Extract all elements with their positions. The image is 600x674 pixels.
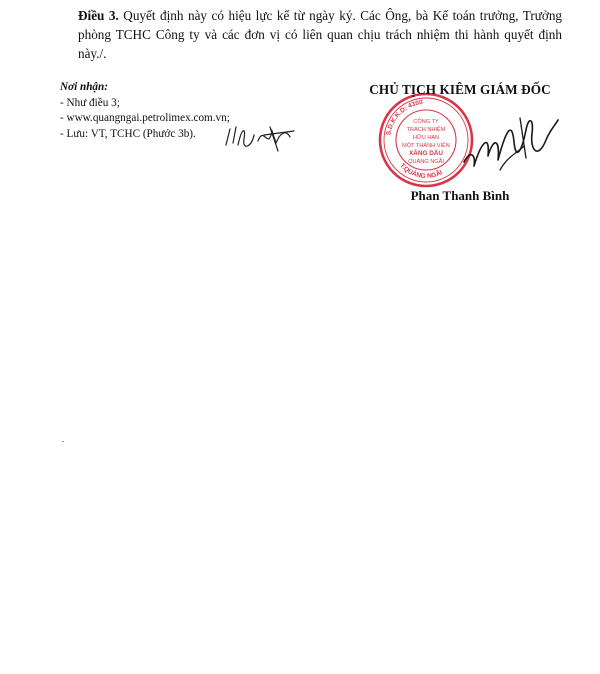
seal-center-line: HỮU HẠN [412,135,440,141]
handwritten-signature [460,110,560,180]
seal-ring-text: S.D.K.K.D: 4300 [385,99,424,136]
recipient-item: - Lưu: VT, TCHC (Phước 3b). [60,127,196,140]
signature-block [340,80,580,210]
seal-bottom-text: T.QUẢNG NGÃI [398,162,444,181]
seal-center-line: QUẢNG NGÃI [408,159,444,165]
seal-center-line: TRÁCH NHIỆM [406,127,446,133]
seal-center-line: XĂNG DẦU [408,150,444,157]
scan-speck [62,441,64,442]
signer-name: Phan Thanh Bình [410,188,510,203]
article-text: Quyết định này có hiệu lực kể từ ngày ký. Các Ông, bà Kế toán trưởng, Trưởng phòng TCHC Công ty và các đơn vị có liên quan chịu trách nhiệm thi hành quyết định này./. [78,8,563,61]
recipients-title: Nơi nhận: [60,81,108,93]
seal-center-line: CÔNG TY [413,119,439,125]
recipient-item: - Như điều 3; [60,96,120,109]
handwritten-initials [224,121,300,155]
recipient-item: - www.quangngai.petrolimex.com.vn; [60,112,230,124]
article-3 [78,6,562,63]
seal-center-line: MỘT THÀNH VIÊN [402,143,450,149]
signature-title: CHỦ TỊCH KIÊM GIÁM ĐỐC [369,82,551,97]
article-number: Điều 3. [78,8,119,23]
